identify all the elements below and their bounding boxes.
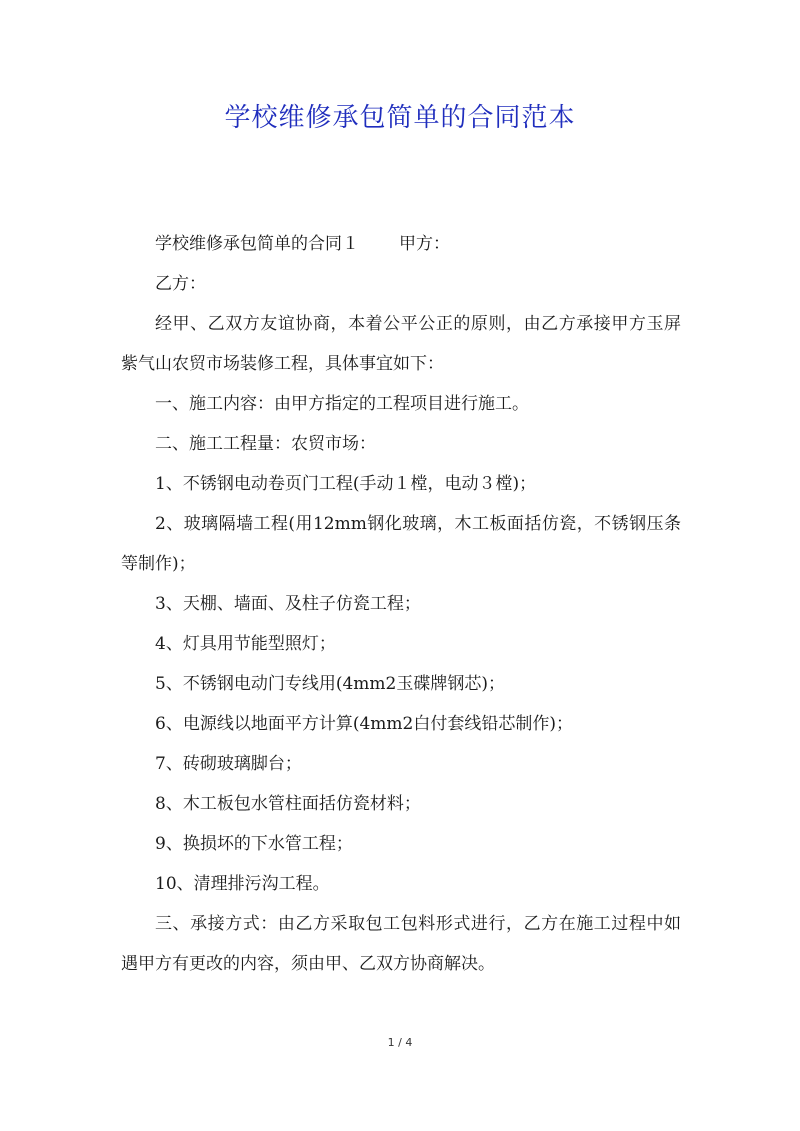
list-item: 7、砖砌玻璃脚台； <box>155 754 302 774</box>
paragraph-party-b: 乙方： <box>155 274 206 294</box>
list-item: 1、不锈钢电动卷页门工程(手动１樘，电动３樘)； <box>155 474 537 494</box>
page-number: 1 / 4 <box>387 1036 413 1049</box>
paragraph-intro: 经甲、乙双方友谊协商，本着公平公正的原则，由乙方承接甲方玉屏紫气山农贸市场装修工程，具体事宜如下： <box>121 314 681 374</box>
list-item: 4、灯具用节能型照灯； <box>155 634 336 654</box>
list-item: 3、天棚、墙面、及柱子仿瓷工程； <box>155 594 421 614</box>
list-item: 9、换损坏的下水管工程； <box>155 834 353 854</box>
document-body <box>121 224 681 984</box>
list-item: 10、清理排污沟工程。 <box>155 874 330 894</box>
document-title: 学校维修承包简单的合同范本 <box>224 103 576 133</box>
party-a-label: 甲方： <box>399 234 450 254</box>
list-item: 2、玻璃隔墙工程(用12mm钢化玻璃，木工板面括仿瓷，不锈钢压条等制作)； <box>121 514 681 574</box>
list-item: 5、不锈钢电动门专线用(4mm2玉碟牌钢芯)； <box>155 674 505 694</box>
paragraph-section-3: 三、承接方式：由乙方采取包工包料形式进行，乙方在施工过程中如遇甲方有更改的内容，须由甲、乙双方协商解决。 <box>121 914 681 974</box>
list-item: 6、电源线以地面平方计算(4mm2白付套线铅芯制作)； <box>155 714 573 734</box>
contract-heading-line <box>121 224 681 264</box>
paragraph-section-2: 二、施工工程量：农贸市场： <box>155 434 376 454</box>
list-item: 8、木工板包水管柱面括仿瓷材料； <box>155 794 421 814</box>
contract-heading: 学校维修承包简单的合同１ <box>155 234 359 254</box>
paragraph-section-1: 一、施工内容：由甲方指定的工程项目进行施工。 <box>155 394 529 414</box>
